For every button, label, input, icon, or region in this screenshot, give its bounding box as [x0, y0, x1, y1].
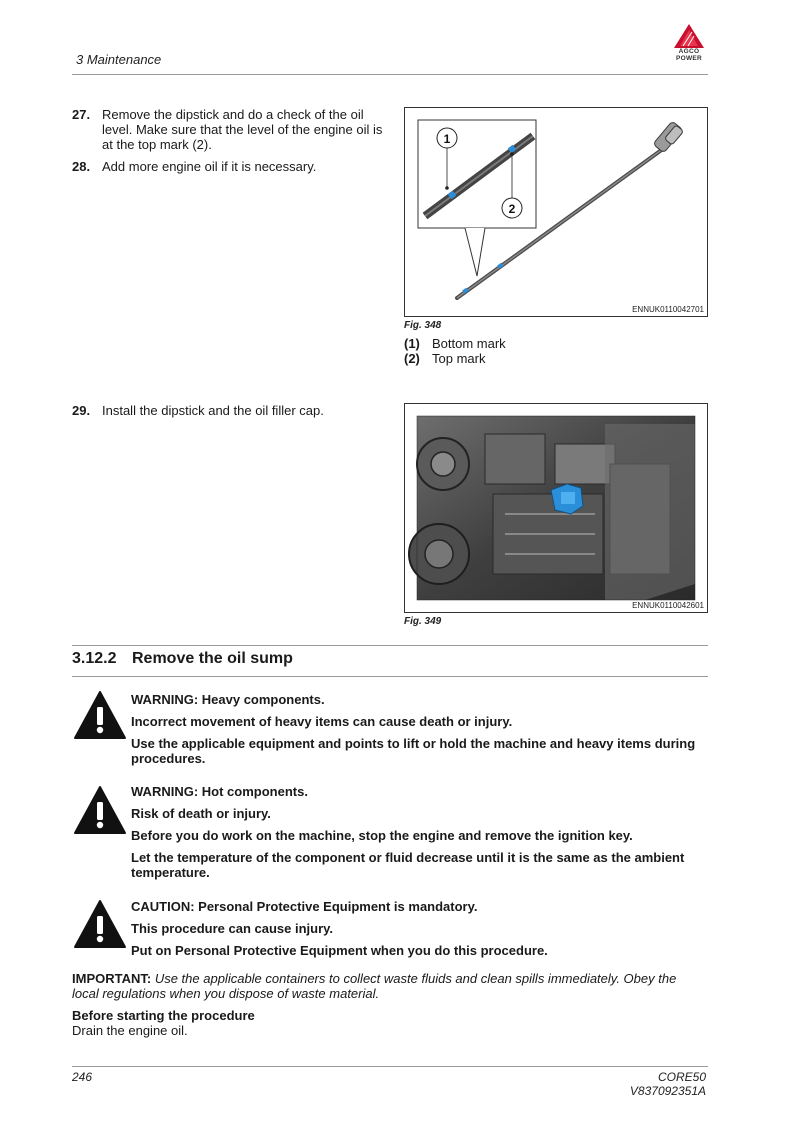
agco-power-logo — [669, 24, 709, 68]
before-heading: Before starting the procedure — [72, 1008, 255, 1023]
caution-triangle-icon — [73, 899, 127, 949]
legend-item — [404, 351, 654, 366]
figure-349-engine — [404, 403, 708, 613]
engine-illustration — [405, 404, 707, 612]
step-number: 29. — [72, 403, 91, 418]
important-text: local regulations when you dispose of waste material. — [72, 986, 380, 1001]
logo-line-2: POWER — [675, 55, 703, 62]
section-number: 3.12.2 — [72, 650, 117, 667]
figure-caption: Fig. 349 — [404, 616, 442, 627]
step-29 — [72, 403, 392, 419]
figure-id: ENNUK0110042701 — [632, 305, 704, 314]
logo-line-1: AGCO — [678, 48, 700, 55]
figure-caption: Fig. 348 — [404, 320, 442, 331]
section-title: Remove the oil sump — [132, 650, 293, 667]
legend-text: Bottom mark — [432, 336, 506, 351]
warning-text: temperature. — [131, 865, 210, 880]
step-28 — [72, 159, 392, 175]
logo-triangle-icon — [674, 24, 704, 48]
warning-text: Let the temperature of the component or fluid decrease until it is the same as the ambient — [131, 850, 685, 865]
figure-348-dipstick — [404, 107, 708, 317]
step-text-line: Remove the dipstick and do a check of the oil — [102, 107, 364, 122]
doc-code: CORE50 — [657, 1070, 706, 1084]
legend-text: Top mark — [432, 351, 486, 366]
page-number: 246 — [72, 1070, 93, 1084]
caution-text: This procedure can cause injury. — [131, 921, 334, 936]
step-text-line: Add more engine oil if it is necessary. — [102, 159, 317, 174]
warning-hot-components — [131, 784, 711, 880]
doc-number: V837092351A — [629, 1084, 706, 1098]
step-text-line: level. Make sure that the level of the engine oil is — [102, 122, 383, 137]
step-text-line: Install the dipstick and the oil filler cap. — [102, 403, 324, 418]
callout-1-label: 1 — [443, 132, 451, 146]
warning-triangle-icon — [73, 785, 127, 835]
warning-text: Risk of death or injury. — [131, 806, 271, 821]
important-text: Use the applicable containers to collect waste fluids and clean spills immediately. Obey the — [154, 971, 677, 986]
step-number: 28. — [72, 159, 91, 174]
warning-text: Incorrect movement of heavy items can cause death or injury. — [131, 714, 513, 729]
section-rule-top — [72, 645, 708, 646]
step-number: 27. — [72, 107, 91, 122]
important-label: IMPORTANT: — [72, 971, 152, 986]
warning-title: WARNING: Heavy components. — [131, 692, 325, 707]
figure-id: ENNUK0110042601 — [632, 601, 704, 610]
warning-heavy-components — [131, 692, 711, 766]
caution-text: Put on Personal Protective Equipment when you do this procedure. — [131, 943, 548, 958]
section-heading — [72, 650, 293, 668]
caution-ppe — [131, 899, 711, 958]
important-note — [72, 971, 712, 1001]
warning-triangle-icon — [73, 690, 127, 740]
dipstick-illustration — [405, 108, 707, 316]
caution-title: CAUTION: Personal Protective Equipment is mandatory. — [131, 899, 478, 914]
callout-2-label: 2 — [508, 202, 516, 216]
section-rule-bottom — [72, 676, 708, 677]
warning-text: Use the applicable equipment and points to lift or hold the machine and heavy items during — [131, 736, 696, 751]
warning-text: procedures. — [131, 751, 206, 766]
running-header-section: 3 Maintenance — [76, 52, 162, 67]
figure-legend — [404, 336, 654, 366]
legend-item — [404, 336, 654, 351]
step-text-line: at the top mark (2). — [102, 137, 212, 152]
footer-divider — [72, 1066, 708, 1067]
legend-key: (2) — [404, 351, 420, 366]
warning-text: Before you do work on the machine, stop the engine and remove the ignition key. — [131, 828, 633, 843]
legend-key: (1) — [404, 336, 420, 351]
before-text: Drain the engine oil. — [72, 1023, 188, 1038]
warning-title: WARNING: Hot components. — [131, 784, 308, 799]
step-27 — [72, 107, 392, 155]
header-divider — [72, 74, 708, 75]
